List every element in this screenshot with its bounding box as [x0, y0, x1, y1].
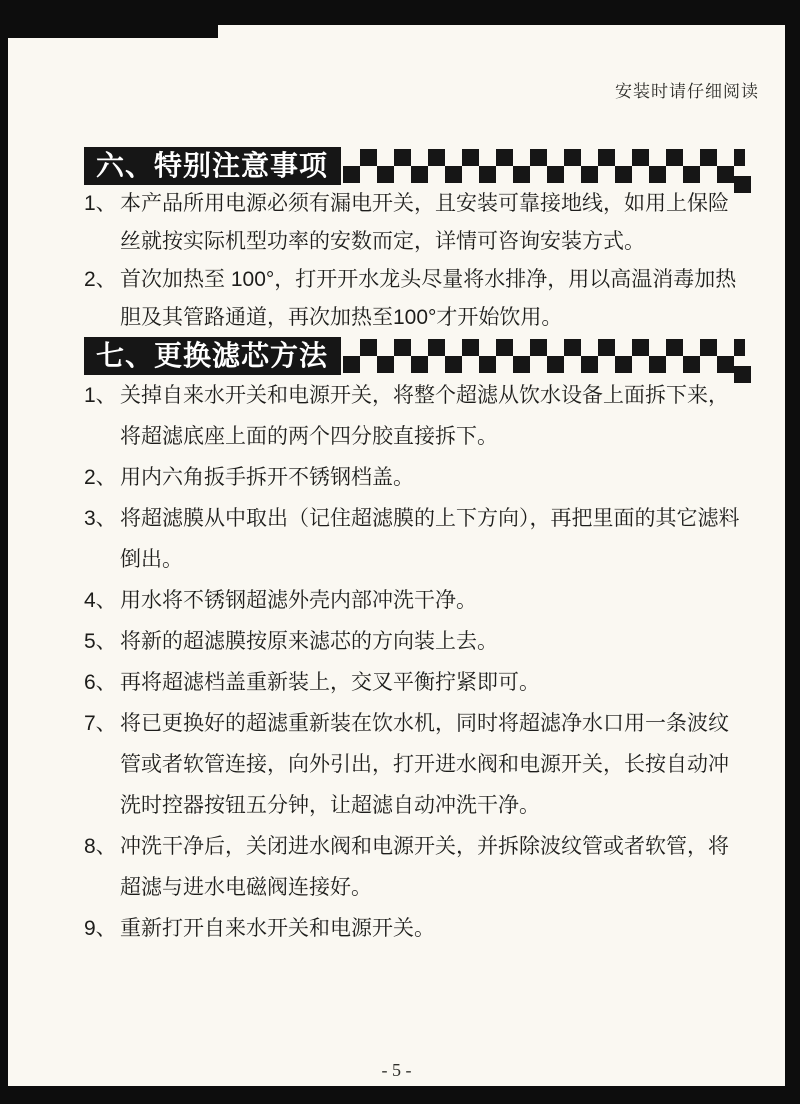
- list-item: [84, 621, 745, 662]
- item-number: 2、: [84, 466, 117, 489]
- list-item: [84, 498, 745, 580]
- item-number: 7、: [84, 712, 117, 735]
- list-item: [84, 662, 745, 703]
- section-header: [84, 147, 745, 185]
- list-item: [84, 375, 745, 457]
- header-note: 安装时请仔细阅读: [615, 82, 759, 101]
- item-text: 用内六角扳手拆开不锈钢档盖。: [120, 466, 414, 489]
- item-number: 9、: [84, 917, 117, 940]
- item-text: 再将超滤档盖重新装上，交叉平衡拧紧即可。: [120, 671, 540, 694]
- item-text: 首次加热至 100°，打开开水龙头尽量将水排净，用以高温消毒加热胆及其管路通道，再次加热至100°才开始饮用。: [120, 268, 737, 329]
- section-filter-replacement: [84, 337, 745, 949]
- list-item: [84, 703, 745, 826]
- numbered-list: [84, 375, 745, 949]
- item-text: 将已更换好的超滤重新装在饮水机，同时将超滤净水口用一条波纹管或者软管连接，向外引出，打开进水阀和电源开关，长按自动冲洗时控器按钮五分钟，让超滤自动冲洗干净。: [120, 712, 729, 817]
- item-text: 冲洗干净后，关闭进水阀和电源开关，并拆除波纹管或者软管，将超滤与进水电磁阀连接好。: [120, 835, 729, 899]
- numbered-list: [84, 185, 745, 337]
- item-text: 将新的超滤膜按原来滤芯的方向装上去。: [120, 630, 498, 653]
- page-number: - 5 -: [381, 1060, 412, 1080]
- list-item: [84, 580, 745, 621]
- item-number: 4、: [84, 589, 117, 612]
- item-text: 本产品所用电源必须有漏电开关，且安装可靠接地线，如用上保险丝就按实际机型功率的安数而定，详情可咨询安装方式。: [120, 192, 729, 253]
- item-text: 关掉自来水开关和电源开关，将整个超滤从饮水设备上面拆下来，将超滤底座上面的两个四分胶直接拆下。: [120, 384, 729, 448]
- item-text: 将超滤膜从中取出（记住超滤膜的上下方向），再把里面的其它滤料倒出。: [120, 507, 740, 571]
- item-number: 3、: [84, 507, 117, 530]
- checkerboard-pattern: [343, 149, 745, 183]
- list-item: [84, 185, 745, 261]
- list-item: [84, 908, 745, 949]
- item-text: 重新打开自来水开关和电源开关。: [120, 917, 435, 940]
- list-item: [84, 457, 745, 498]
- item-number: 1、: [84, 192, 117, 215]
- section-header: [84, 337, 745, 375]
- item-number: 1、: [84, 384, 117, 407]
- item-number: 8、: [84, 835, 117, 858]
- item-number: 2、: [84, 268, 117, 291]
- section-title: 六、特别注意事项: [84, 147, 341, 185]
- item-number: 5、: [84, 630, 117, 653]
- item-number: 6、: [84, 671, 117, 694]
- section-special-notes: [84, 147, 745, 337]
- list-item: [84, 826, 745, 908]
- item-text: 用水将不锈钢超滤外壳内部冲洗干净。: [120, 589, 477, 612]
- scan-border-blob: [8, 25, 218, 38]
- checkerboard-pattern: [343, 339, 745, 373]
- page-content: [8, 147, 785, 949]
- list-item: [84, 261, 745, 337]
- section-title: 七、更换滤芯方法: [84, 337, 341, 375]
